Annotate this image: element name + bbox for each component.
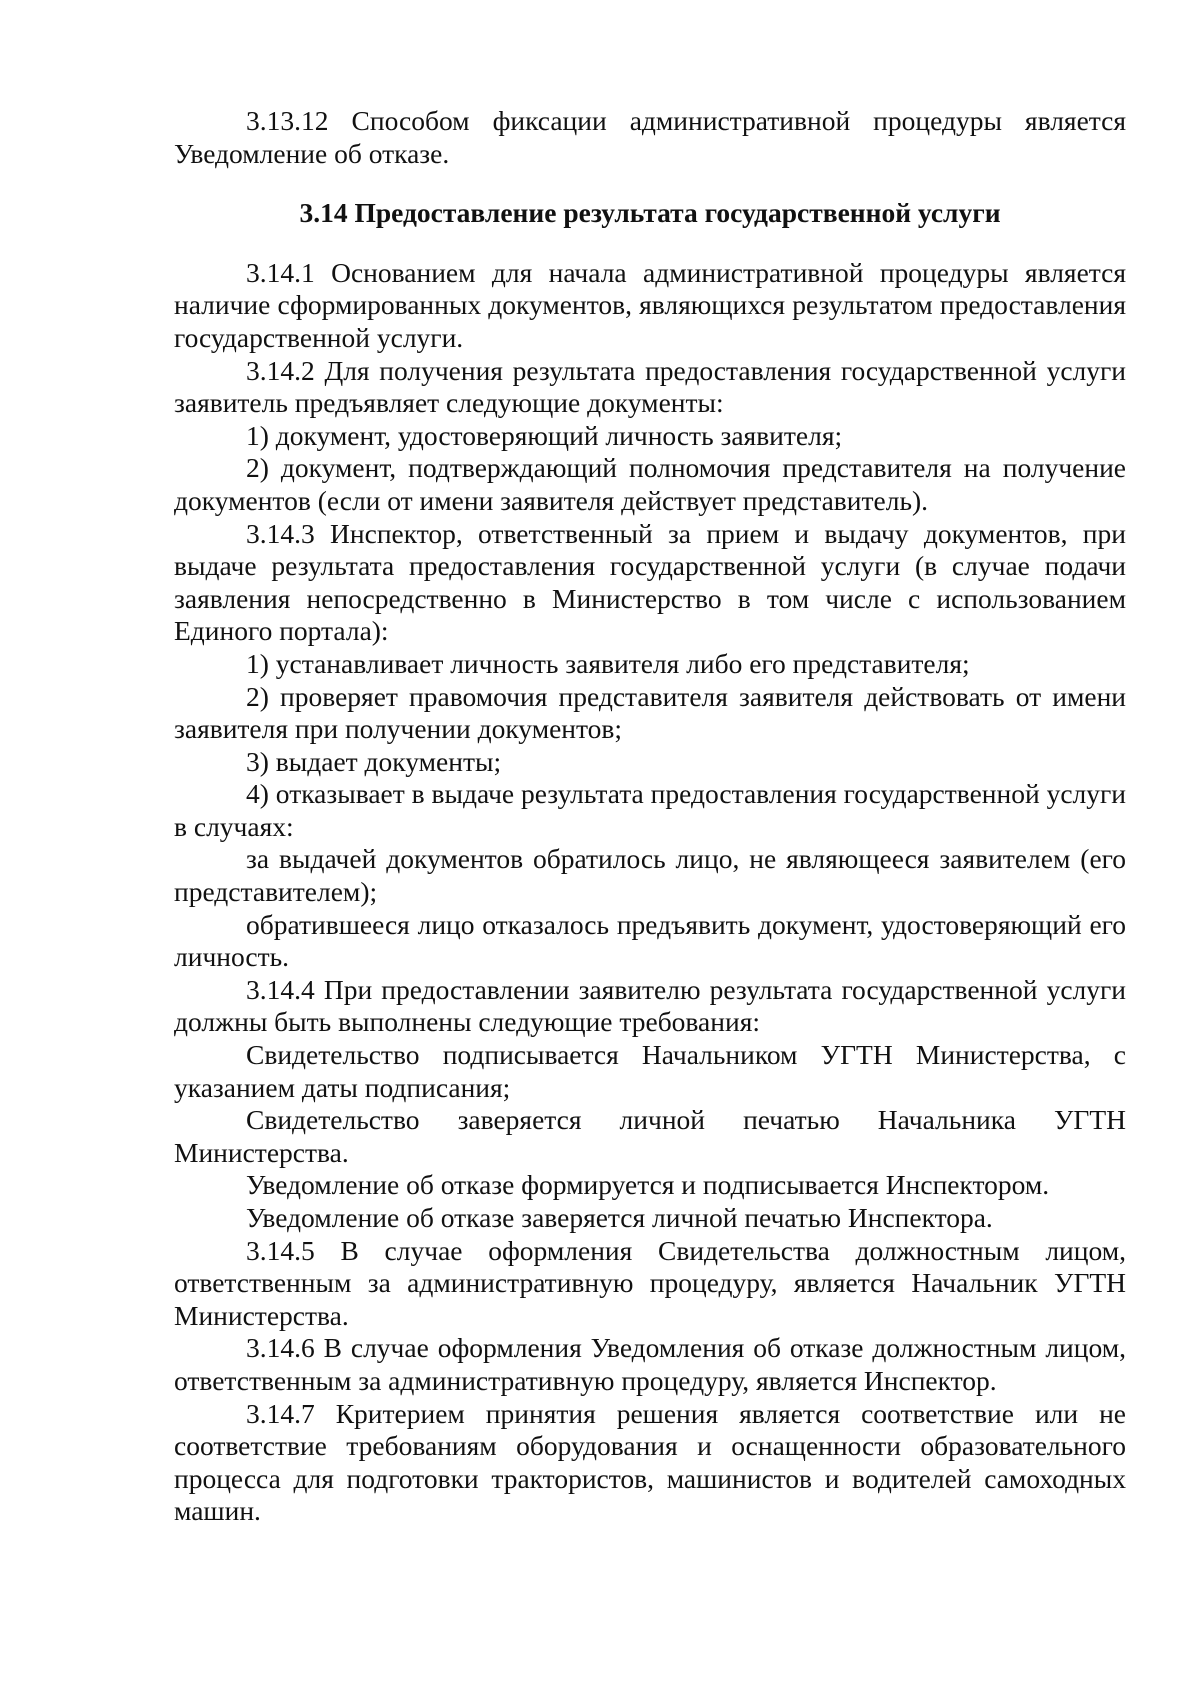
paragraph-3-14-1: 3.14.1 Основанием для начала административной процедуры является наличие сформированных документов, являющихся результатом предоставления государственной услуги. <box>174 256 1126 353</box>
list-item-3-14-3-4: 4) отказывает в выдаче результата предоставления государственной услуги в случаях: <box>174 778 1126 842</box>
paragraph-3-14-2: 3.14.2 Для получения результата предоставления государственной услуги заявитель предъявляет следующие документы: <box>174 354 1126 419</box>
paragraph-3-14-4: 3.14.4 При предоставлении заявителю результата государственной услуги должны быть выполнены следующие требования: <box>174 973 1126 1038</box>
paragraph-3-14-7: 3.14.7 Критерием принятия решения является соответствие или не соответствие требованиям оборудования и оснащенности образовательного процесса для подготовки трактористов, машинистов и водителей самоходных машин. <box>174 1397 1126 1527</box>
paragraph-3-14-6: 3.14.6 В случае оформления Уведомления об отказе должностным лицом, ответственным за административную процедуру, является Инспектор. <box>174 1332 1126 1396</box>
list-item-3-14-3-3: 3) выдает документы; <box>246 745 502 777</box>
list-item-3-14-2-1: 1) документ, удостоверяющий личность заявителя; <box>246 419 843 451</box>
refusal-case-2: обратившееся лицо отказалось предъявить документ, удостоверяющий его личность. <box>174 908 1126 973</box>
requirement-1: Свидетельство подписывается Начальником УГТН Министерства, с указанием даты подписания; <box>174 1039 1126 1103</box>
list-item-3-14-2-2: 2) документ, подтверждающий полномочия представителя на получение документов (если от имени заявителя действует представитель). <box>174 452 1126 516</box>
refusal-case-1: за выдачей документов обратилось лицо, не являющееся заявителем (его представителем); <box>174 843 1126 908</box>
section-heading-3-14: 3.14 Предоставление результата государственной услуги <box>299 197 1001 229</box>
list-item-3-14-3-2: 2) проверяет правомочия представителя заявителя действовать от имени заявителя при получении документов; <box>174 680 1126 745</box>
paragraph-3-14-3: 3.14.3 Инспектор, ответственный за прием и выдачу документов, при выдаче результата предоставления государственной услуги (в случае подачи заявления непосредственно в Министерство в том числе с использованием Единого портала): <box>174 517 1126 647</box>
requirement-2: Свидетельство заверяется личной печатью Начальника УГТН Министерства. <box>174 1104 1126 1168</box>
document-page <box>174 105 1126 1528</box>
paragraph-3-14-5: 3.14.5 В случае оформления Свидетельства должностным лицом, ответственным за административную процедуру, является Начальник УГТН Министерства. <box>174 1234 1126 1331</box>
requirement-4: Уведомление об отказе заверяется личной печатью Инспектора. <box>246 1202 993 1233</box>
list-item-3-14-3-1: 1) устанавливает личность заявителя либо его представителя; <box>246 647 970 679</box>
paragraph-3-13-12: 3.13.12 Способом фиксации административной процедуры является Уведомление об отказе. <box>174 105 1126 169</box>
requirement-3: Уведомление об отказе формируется и подписывается Инспектором. <box>246 1169 1050 1201</box>
